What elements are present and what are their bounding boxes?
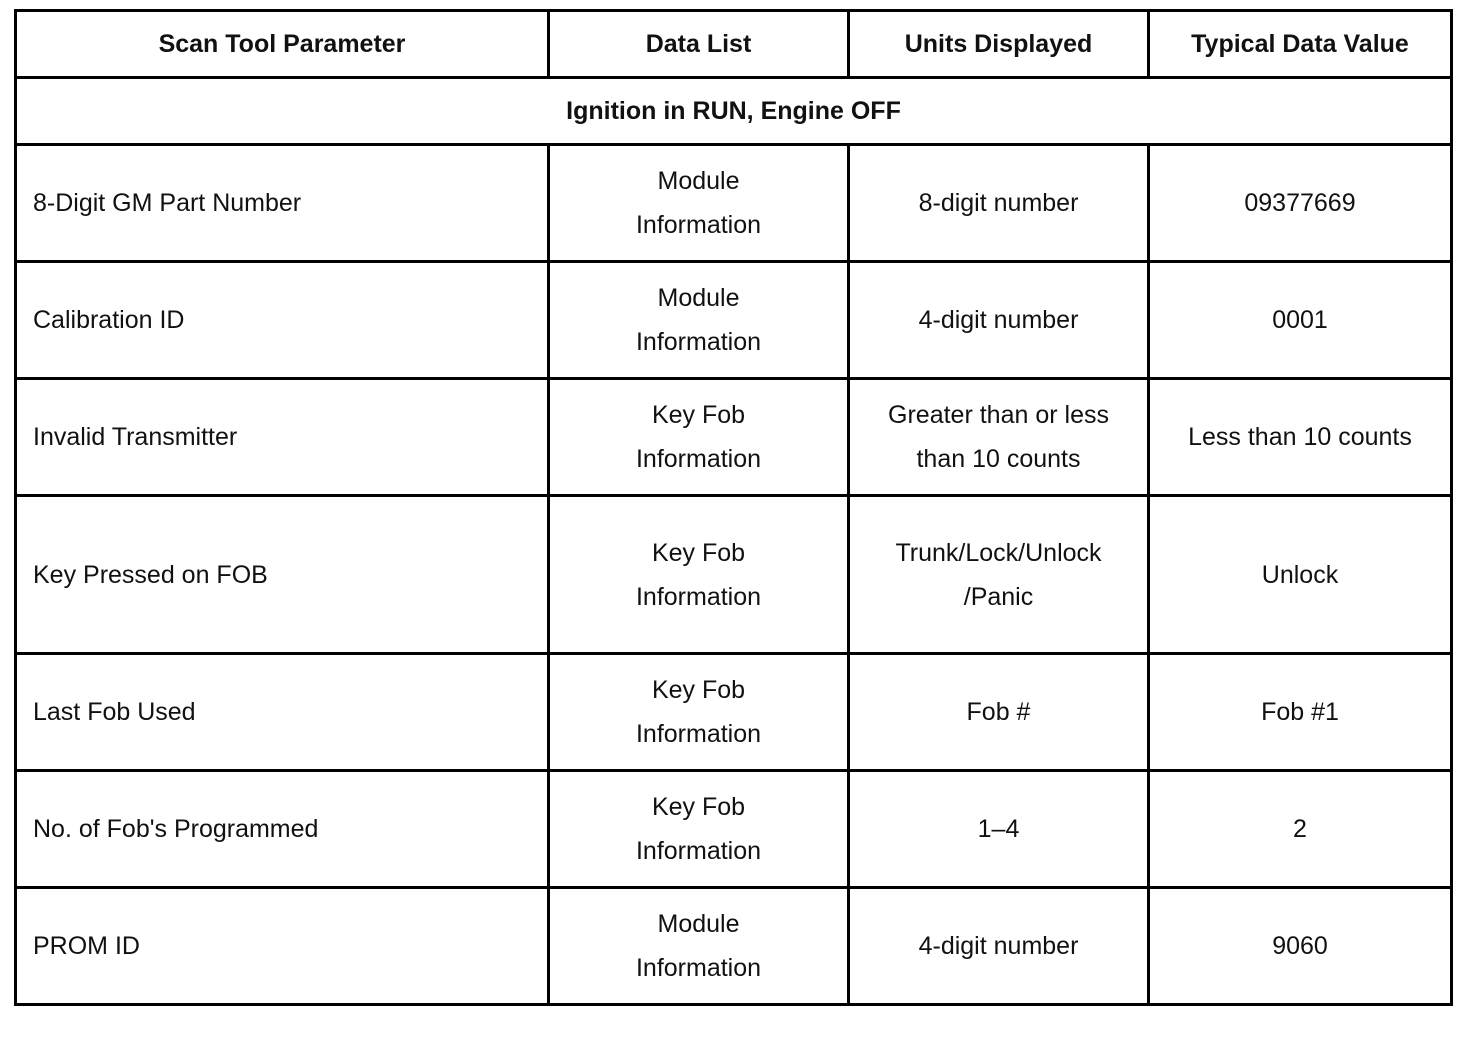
- typical-value-cell: Unlock: [1149, 496, 1452, 654]
- table-row: [16, 771, 1452, 888]
- header-units-displayed: Units Displayed: [849, 11, 1149, 78]
- units-cell: [849, 379, 1149, 496]
- data-list-text: Key Fob Information: [635, 538, 762, 611]
- units-cell: [849, 496, 1149, 654]
- units-cell: 4-digit number: [849, 262, 1149, 379]
- data-list-cell: [549, 379, 849, 496]
- data-list-text: Key Fob Information: [635, 793, 762, 865]
- table-row: [16, 145, 1452, 262]
- header-scan-tool-parameter: Scan Tool Parameter: [16, 11, 549, 78]
- units-text: Trunk/Lock/Unlock /Panic: [895, 538, 1102, 611]
- parameter-cell: 8-Digit GM Part Number: [16, 145, 549, 262]
- data-list-cell: [549, 654, 849, 771]
- units-cell: Fob #: [849, 654, 1149, 771]
- typical-value-cell: 0001: [1149, 262, 1452, 379]
- parameter-cell: Last Fob Used: [16, 654, 549, 771]
- data-list-text: Key Fob Information: [635, 676, 762, 748]
- header-typical-data-value: Typical Data Value: [1149, 11, 1452, 78]
- table-row: [16, 654, 1452, 771]
- typical-value-cell: 2: [1149, 771, 1452, 888]
- data-list-text: Module Information: [635, 910, 762, 982]
- parameter-cell: Invalid Transmitter: [16, 379, 549, 496]
- header-row: [16, 11, 1452, 78]
- table-row: [16, 262, 1452, 379]
- typical-value-cell: 9060: [1149, 888, 1452, 1005]
- parameter-cell: Calibration ID: [16, 262, 549, 379]
- typical-value-cell: Fob #1: [1149, 654, 1452, 771]
- table-row: [16, 379, 1452, 496]
- data-list-text: Module Information: [635, 284, 762, 356]
- table-row: [16, 496, 1452, 654]
- typical-value-cell: Less than 10 counts: [1149, 379, 1452, 496]
- data-list-text: Key Fob Information: [635, 401, 762, 473]
- data-list-cell: [549, 771, 849, 888]
- typical-value-cell: 09377669: [1149, 145, 1452, 262]
- data-list-cell: [549, 888, 849, 1005]
- units-text: Greater than or less than 10 counts: [888, 401, 1109, 473]
- parameter-cell: No. of Fob's Programmed: [16, 771, 549, 888]
- data-list-text: Module Information: [635, 167, 762, 239]
- data-list-cell: [549, 145, 849, 262]
- section-row: [16, 78, 1452, 145]
- parameter-cell: Key Pressed on FOB: [16, 496, 549, 654]
- units-cell: 1–4: [849, 771, 1149, 888]
- units-cell: 8-digit number: [849, 145, 1149, 262]
- scan-tool-data-table: [14, 9, 1453, 1006]
- section-title: Ignition in RUN, Engine OFF: [16, 78, 1452, 145]
- parameter-cell: PROM ID: [16, 888, 549, 1005]
- table-row: [16, 888, 1452, 1005]
- data-list-cell: [549, 262, 849, 379]
- units-cell: 4-digit number: [849, 888, 1149, 1005]
- header-data-list: Data List: [549, 11, 849, 78]
- data-list-cell: [549, 496, 849, 654]
